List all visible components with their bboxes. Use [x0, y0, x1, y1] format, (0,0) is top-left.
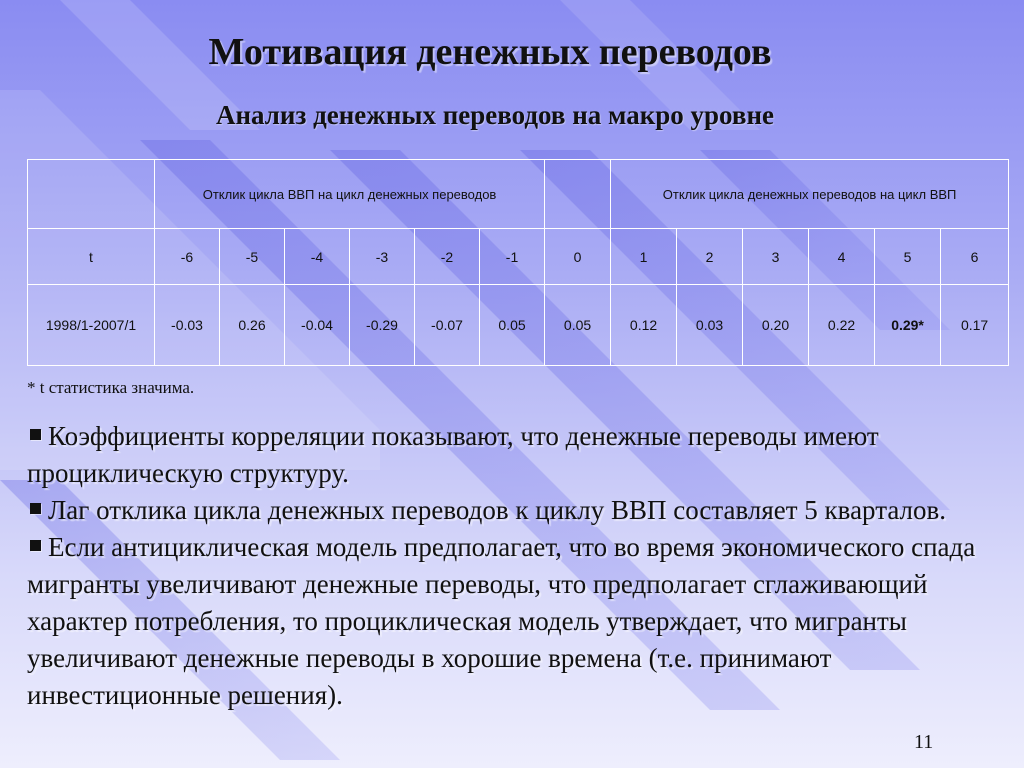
slide-subtitle: Анализ денежных переводов на макро уровне	[215, 100, 775, 130]
table-row-t	[28, 229, 1009, 285]
t-cell: 1	[611, 229, 677, 285]
t-cell: 6	[941, 229, 1009, 285]
t-label-cell: t	[28, 229, 155, 285]
bullet-text: Если антициклическая модель предполагает, что во время экономического спада мигранты увеличивают денежные переводы, что предполагает сглаживающий характер потребления, то проциклическая модель утверждает, что мигранты увеличивают денежные переводы в хорошие времена (т.е. принимают инвестиционные решения).	[27, 532, 976, 710]
t-cell: -1	[480, 229, 545, 285]
t-cell: -5	[220, 229, 285, 285]
value-cell: 0.05	[480, 285, 545, 366]
value-cell: 0.22	[809, 285, 875, 366]
t-cell: -6	[155, 229, 220, 285]
period-label-cell: 1998/1-2007/1	[28, 285, 155, 366]
value-cell: 0.12	[611, 285, 677, 366]
header-corner-cell	[28, 160, 155, 229]
t-cell: 2	[677, 229, 743, 285]
bullet-list	[27, 418, 1002, 714]
t-cell: -2	[415, 229, 480, 285]
square-bullet-icon	[30, 429, 41, 440]
bullet-text: Коэффициенты корреляции показывают, что денежные переводы имеют проциклическую структуру.	[27, 421, 879, 488]
t-cell: 3	[743, 229, 809, 285]
table-header-row	[28, 160, 1009, 229]
t-cell: 0	[545, 229, 611, 285]
value-cell: 0.03	[677, 285, 743, 366]
value-cell: 0.17	[941, 285, 1009, 366]
t-cell: 5	[875, 229, 941, 285]
bullet-item	[27, 492, 1002, 529]
correlation-table	[27, 159, 1009, 366]
value-cell: -0.04	[285, 285, 350, 366]
value-cell: 0.20	[743, 285, 809, 366]
value-cell: -0.07	[415, 285, 480, 366]
square-bullet-icon	[30, 503, 41, 514]
bullet-text: Лаг отклика цикла денежных переводов к циклу ВВП составляет 5 кварталов.	[48, 495, 947, 525]
page-number: 11	[914, 731, 934, 753]
bullet-item	[27, 418, 1002, 492]
header-gdp-response: Отклик цикла ВВП на цикл денежных переводов	[155, 160, 545, 229]
table-row-values	[28, 285, 1009, 366]
header-remittance-response: Отклик цикла денежных переводов на цикл ВВП	[611, 160, 1009, 229]
value-cell: -0.29	[350, 285, 415, 366]
footnote: * t статистика значима.	[27, 378, 195, 397]
value-cell: -0.03	[155, 285, 220, 366]
slide-title: Мотивация денежных переводов	[208, 31, 772, 73]
value-cell: 0.26	[220, 285, 285, 366]
value-cell: 0.05	[545, 285, 611, 366]
value-cell-significant: 0.29*	[875, 285, 941, 366]
t-cell: 4	[809, 229, 875, 285]
t-cell: -3	[350, 229, 415, 285]
t-cell: -4	[285, 229, 350, 285]
header-zero-cell	[545, 160, 611, 229]
square-bullet-icon	[30, 540, 41, 551]
bullet-item	[27, 529, 1002, 714]
